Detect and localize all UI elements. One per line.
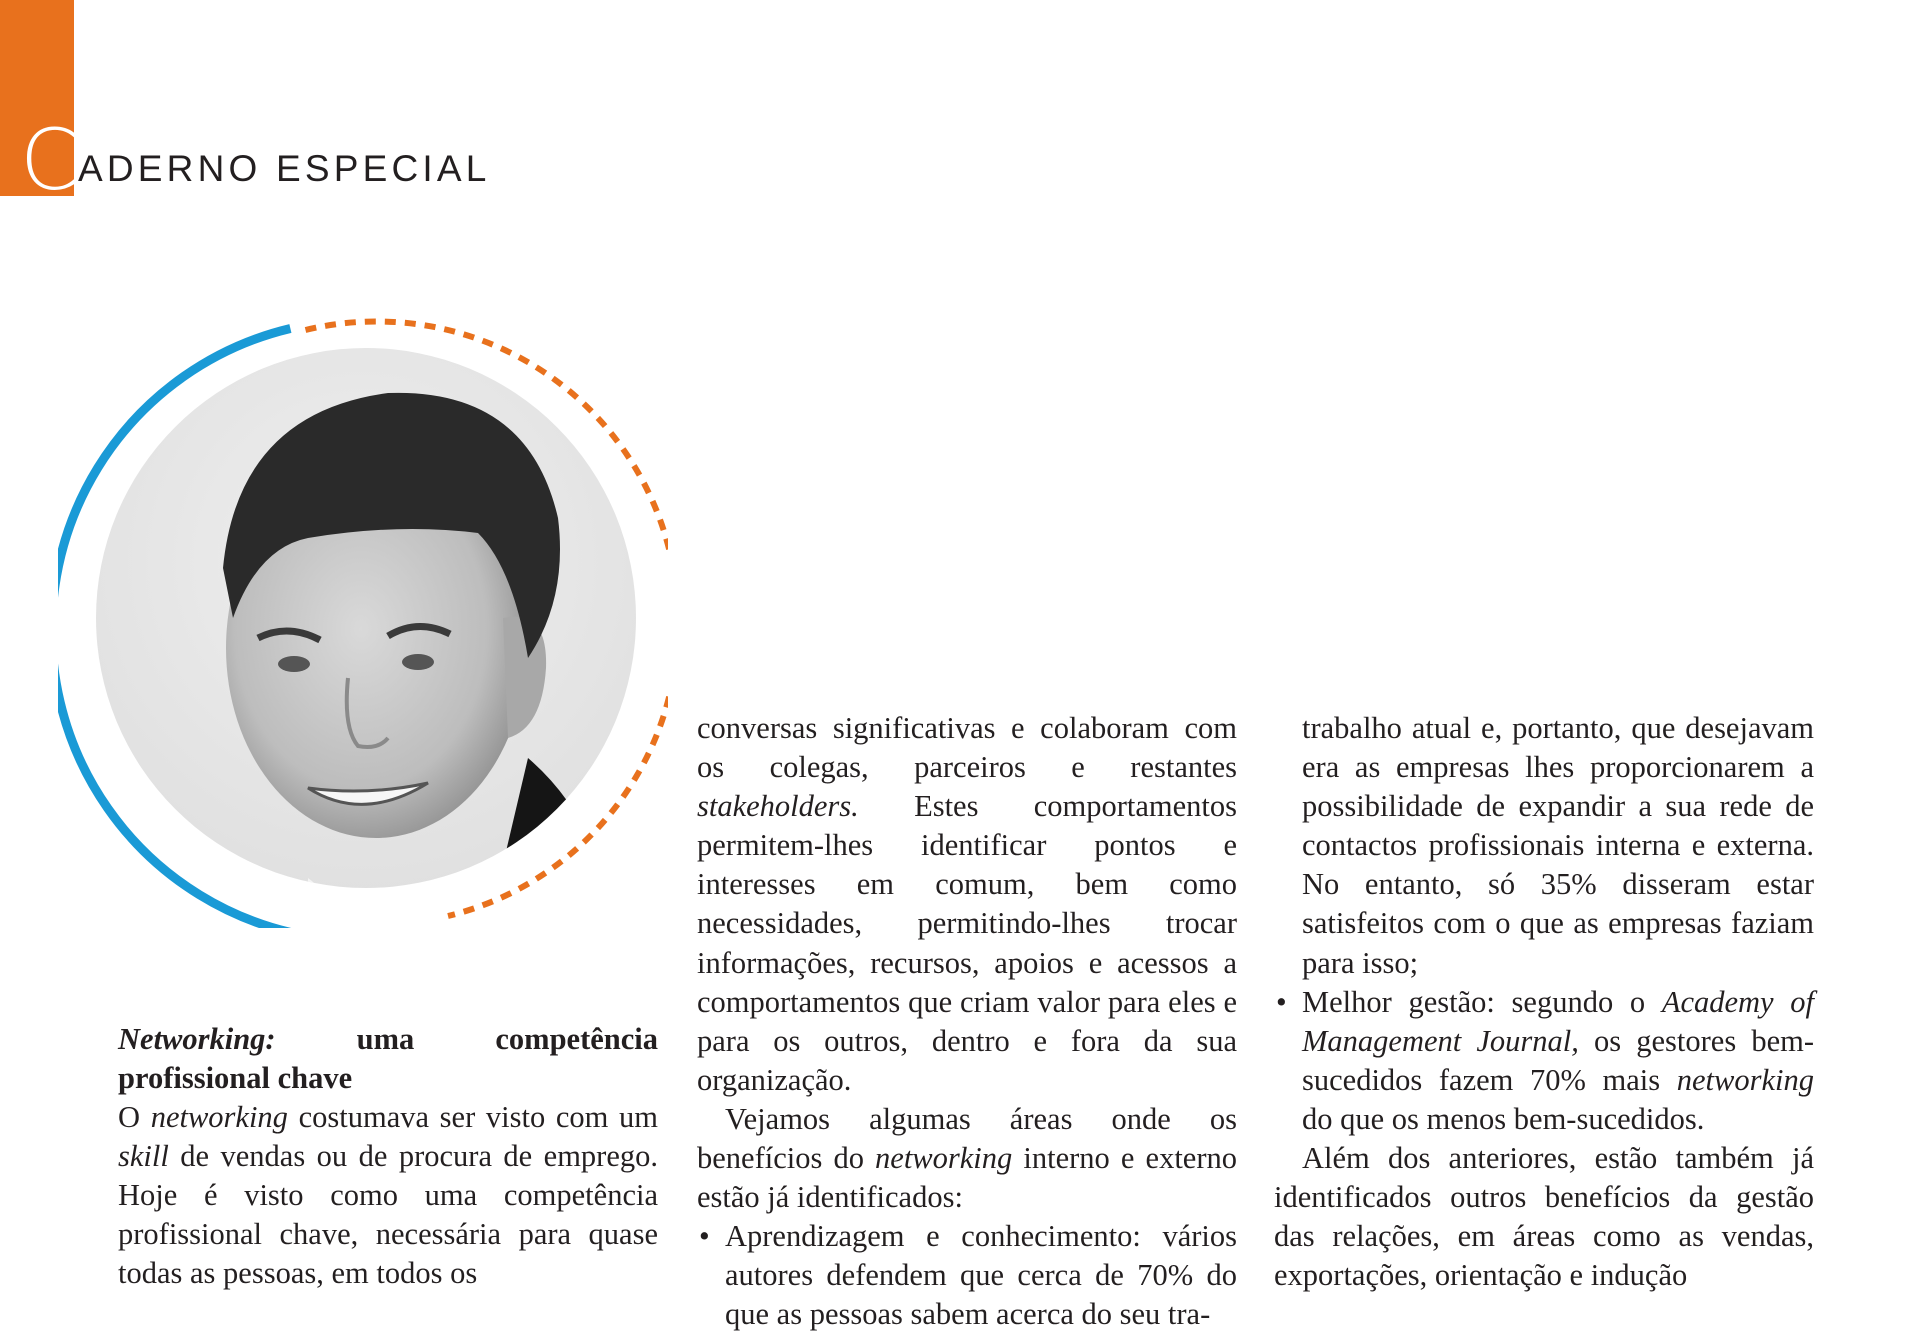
article-paragraph: [697, 709, 1237, 1100]
bullet-icon: •: [1276, 984, 1287, 1019]
text-run: O: [118, 1100, 151, 1134]
text-run-italic: Academy of Management Journal,: [1302, 984, 1814, 1058]
article-column-1: [118, 1020, 658, 1293]
article-heading: [118, 1020, 658, 1098]
list-item: [1274, 983, 1814, 1139]
article-heading-keyword: Networking:: [118, 1022, 276, 1056]
text-run: Além dos anteriores, estão também já identificados outros benefícios da gestão das relações, em áreas como as vendas, exportações, orientação e indução: [1274, 1141, 1814, 1293]
article-paragraph: [1274, 709, 1814, 983]
text-run-italic: skill: [118, 1139, 169, 1174]
text-run: trabalho atual e, portanto, que desejavam era as empresas lhes proporcionarem a possibilidade de expandir a sua rede de contactos profissionais interna e externa. No entanto, só 35% disseram estar satisfeitos com o que as empresas faziam para isso;: [1302, 711, 1814, 980]
article-heading-text: uma competência profissional chave: [118, 1022, 658, 1095]
text-run: Vejamos algumas áreas onde os benefícios do: [697, 1101, 1237, 1176]
article-column-3: [1274, 709, 1814, 1295]
list-item: [697, 1217, 1237, 1334]
text-run-italic: networking: [150, 1100, 288, 1134]
text-run-italic: networking: [1676, 1062, 1814, 1097]
text-run: Melhor gestão: segundo o: [1302, 984, 1662, 1019]
author-portrait: [58, 318, 668, 928]
section-title-initial: C: [20, 111, 79, 209]
text-run: do que os menos bem-sucedidos.: [1302, 1101, 1705, 1136]
text-run-italic: stakeholders.: [697, 789, 859, 824]
text-run: conversas significativas e colaboram com os colegas, parceiros e restantes: [697, 711, 1237, 785]
text-run: Estes comportamentos permitem-lhes identificar pontos e interesses em comum, bem como necessidades, permitindo-lhes trocar informações, recursos, apoios e acessos a comportamentos que criam valor para eles e para os outros, dentro e fora da sua organização.: [697, 789, 1237, 1097]
section-title-text: ADERNO ESPECIAL: [78, 148, 491, 189]
bullet-icon: •: [699, 1219, 710, 1254]
text-run: os gestores bem-sucedidos fazem 70% mais: [1302, 1023, 1814, 1097]
portrait-frame: [58, 318, 668, 928]
article-column-2: [697, 709, 1237, 1335]
text-run: Aprendizagem e conhecimento: vários autores defendem que cerca de 70% do que as pessoas sabem acerca do seu tra-: [725, 1219, 1237, 1332]
text-run: costumava ser visto com um: [287, 1100, 659, 1134]
text-run: interno e externo estão já identificados:: [697, 1141, 1237, 1215]
text-run-italic: networking: [875, 1141, 1013, 1176]
article-paragraph: [118, 1098, 658, 1293]
article-paragraph: [697, 1100, 1237, 1217]
article-paragraph: [1274, 1139, 1814, 1295]
text-run: de vendas ou de procura de emprego. Hoje é visto como uma competência profissional chave, necessária para quase todas as pessoas, em todos os: [118, 1139, 658, 1291]
